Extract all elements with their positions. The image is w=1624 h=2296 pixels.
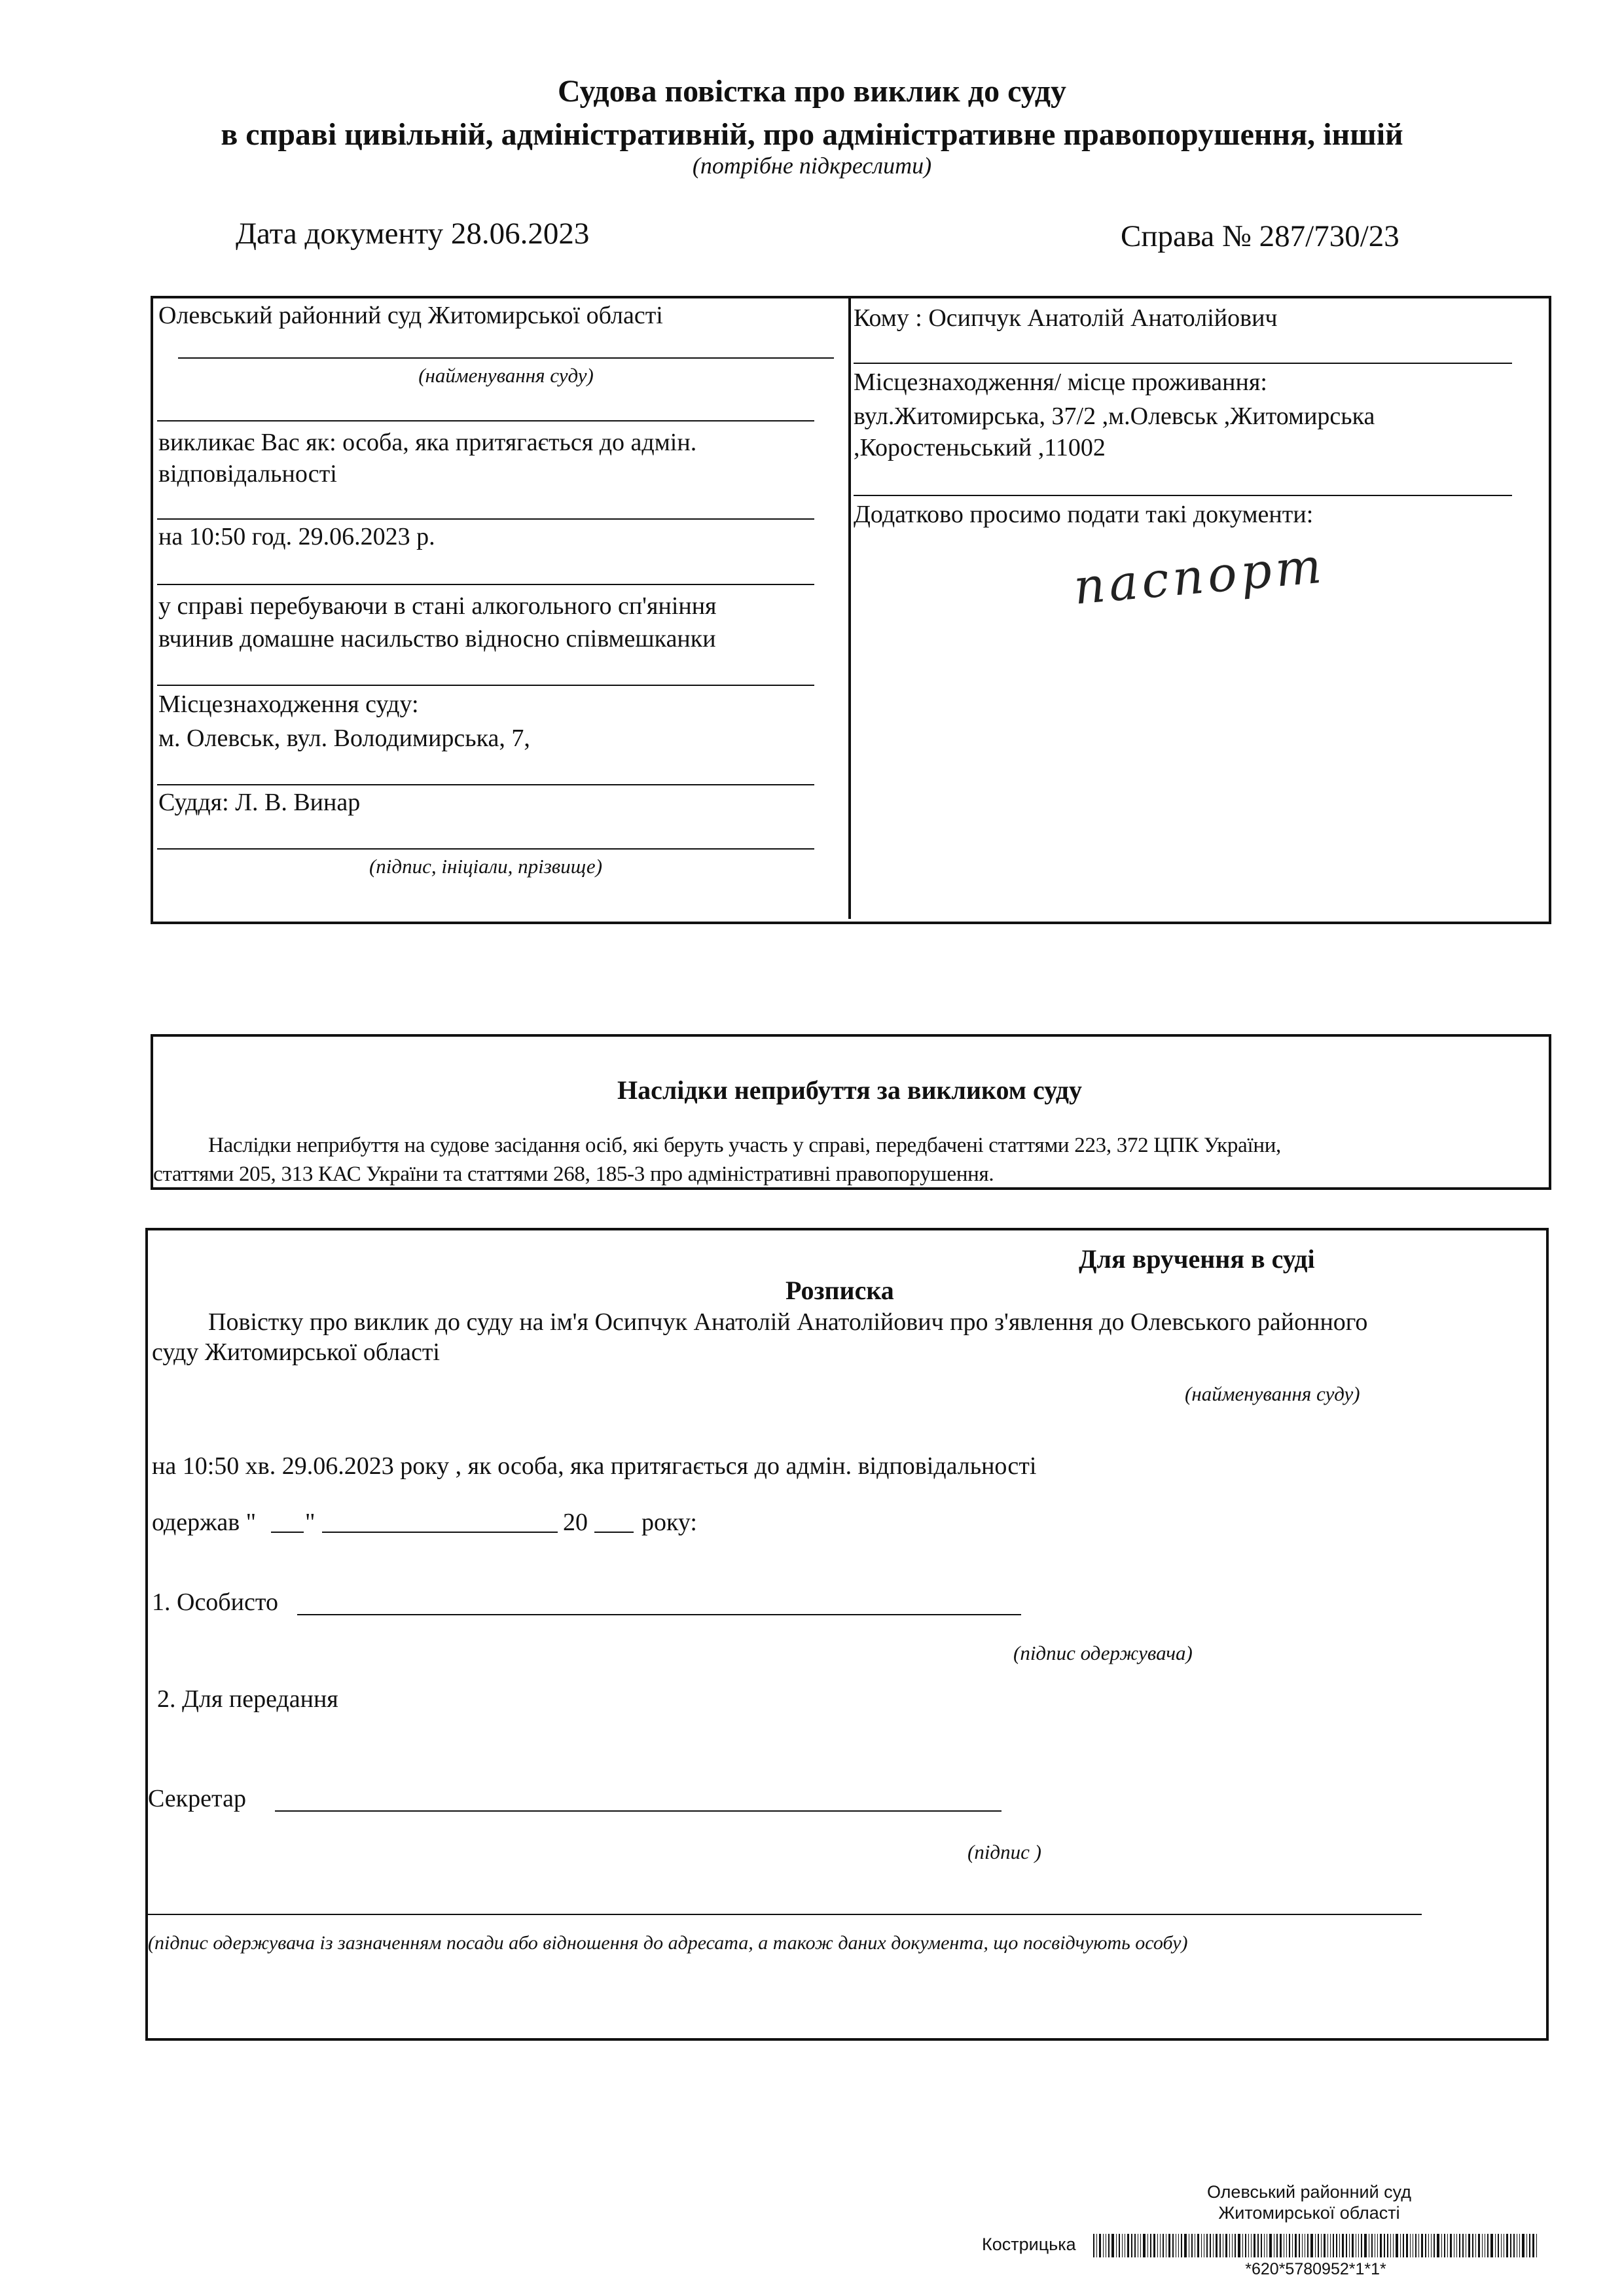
stamp-court-line1: Олевський районний суд [1206, 2182, 1412, 2202]
court-location: м. Олевськ, вул. Володимирська, 7, [158, 725, 530, 752]
summoned-as-cont: відповідальності [158, 460, 337, 488]
secretary-signature-line [275, 1810, 1001, 1812]
address-label: Місцезнаходження/ місце проживання: [854, 368, 1267, 396]
clerk-name: Кострицька [982, 2234, 1076, 2254]
month-blank [322, 1532, 558, 1533]
hearing-datetime: на 10:50 год. 29.06.2023 р. [158, 523, 435, 550]
received-label: одержав " [152, 1509, 257, 1536]
court-name-caption: (найменування суду) [418, 364, 594, 387]
handwritten-note: паспорт [1071, 537, 1327, 616]
receipt-datetime-line: на 10:50 хв. 29.06.2023 року , як особа, яка притягається до адмін. відповідальності [152, 1452, 1037, 1480]
for-court-label: Для вручення в суді [1079, 1244, 1315, 1274]
summoned-as: викликає Вас як: особа, яка притягається до адмін. [158, 429, 697, 456]
judge-name: Суддя: Л. В. Винар [158, 789, 361, 816]
document-title: Судова повістка про виклик до суду [557, 74, 1067, 109]
personally-label: 1. Особисто [152, 1588, 278, 1616]
address-line1: вул.Житомирська, 37/2 ,м.Олевськ ,Житомирська [854, 403, 1375, 430]
received-quote: " [305, 1509, 316, 1536]
receipt-title: Розписка [785, 1276, 894, 1305]
separator-line [157, 420, 814, 422]
year-blank [594, 1532, 634, 1533]
year-prefix: 20 [563, 1509, 588, 1536]
separator-line [157, 784, 814, 785]
column-divider [848, 296, 851, 919]
receipt-text-cont: суду Житомирської області [152, 1338, 440, 1366]
separator-line [854, 495, 1512, 496]
consequences-title: Наслідки неприбуття за викликом суду [617, 1075, 1082, 1105]
consequences-text: Наслідки неприбуття на судове засідання осіб, які беруть участь у справі, передбачені статтями 223, 372 ЦПК України, [208, 1134, 1282, 1157]
separator-line [157, 518, 814, 520]
document-title-line2: в справі цивільній, адміністративній, про адміністративне правопорушення, іншій [221, 117, 1403, 152]
court-name-line [178, 357, 834, 359]
case-description: у справі перебуваючи в стані алкогольного сп'яніння [158, 592, 717, 620]
day-blank [271, 1532, 304, 1533]
case-description-cont: вчинив домашне насильство відносно співмешканки [158, 625, 716, 653]
required-docs-label: Додатково просимо подати такі документи: [854, 501, 1314, 528]
receipt-court-caption: (найменування суду) [1185, 1382, 1360, 1405]
separator-line [157, 584, 814, 585]
recipient-name: Кому : Осипчук Анатолій Анатолійович [854, 304, 1278, 332]
recipient-details-line [148, 1914, 1422, 1915]
secretary-signature-caption: (підпис ) [967, 1840, 1041, 1863]
recipient-signature-caption: (підпис одержувача) [1013, 1641, 1193, 1664]
barcode-code: *620*5780952*1*1* [1245, 2260, 1386, 2278]
document-subtitle: (потрібне підкреслити) [692, 152, 932, 179]
personally-signature-line [297, 1614, 1021, 1615]
barcode [1093, 2234, 1545, 2257]
address-line2: ,Коростеньський ,11002 [854, 434, 1106, 461]
document-date: Дата документу 28.06.2023 [236, 217, 590, 251]
court-name: Олевський районний суд Житомирської області [158, 302, 663, 329]
court-location-label: Місцезнаходження суду: [158, 691, 419, 718]
consequences-text-cont: статтями 205, 313 КАС України та статтями 268, 185-3 про адміністративні правопорушення. [153, 1162, 994, 1186]
year-suffix: року: [641, 1509, 697, 1536]
stamp-court-line2: Житомирської області [1218, 2203, 1400, 2223]
receipt-text: Повістку про виклик до суду на ім'я Осипчук Анатолій Анатолійович про з'явлення до Олевського районного [208, 1308, 1368, 1336]
judge-caption: (підпис, ініціали, прізвище) [369, 855, 603, 878]
judge-signature-line [157, 848, 814, 850]
for-transfer-label: 2. Для передання [157, 1685, 338, 1713]
case-number: Справа № 287/730/23 [1121, 219, 1399, 253]
separator-line [157, 685, 814, 686]
recipient-details-caption: (підпис одержувача із зазначенням посади або відношення до адресата, а також даних документа, що посвідчують особу) [148, 1932, 1188, 1954]
secretary-label: Секретар [148, 1785, 246, 1812]
separator-line [854, 363, 1512, 364]
